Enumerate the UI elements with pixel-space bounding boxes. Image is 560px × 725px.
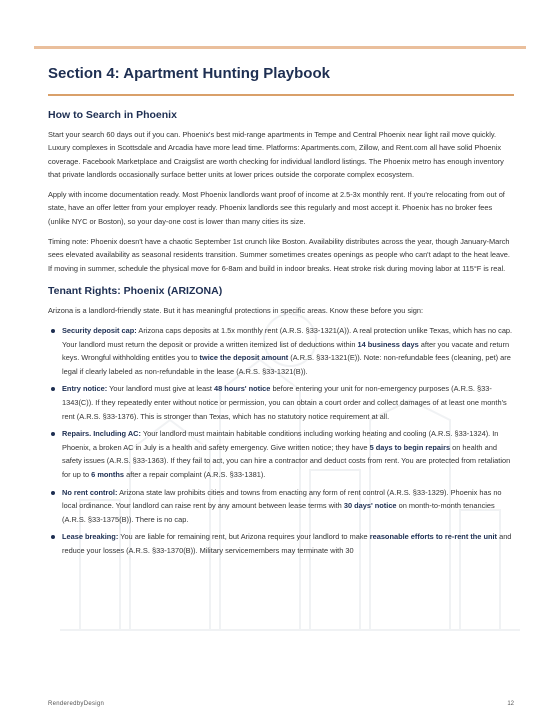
tenant-rights-heading: Tenant Rights: Phoenix (ARIZONA) <box>48 285 223 298</box>
item-label: Entry notice: <box>62 384 108 394</box>
item-text: You are liable for remaining rent, but Arizona requires your landlord to make <box>118 532 370 542</box>
item-emphasis: 6 months <box>91 469 125 479</box>
item-text: and reduce your losses (A.R.S. §33-1370(B)). Military servicemembers may terminate with 30 <box>62 532 512 555</box>
item-emphasis: 14 business days <box>357 339 419 349</box>
item-text: on month-to-month tenancies (A.R.S. §33-1375(B)). There is no cap. <box>62 501 495 524</box>
header-accent-bar <box>34 46 526 49</box>
item-emphasis: 30 days' notice <box>343 501 397 511</box>
tenant-rights-intro: Arizona is a landlord-friendly state. But it has meaningful protections in specific areas. Know these before you sign: <box>48 306 424 316</box>
list-item <box>48 324 514 378</box>
item-text: Arizona caps deposits at 1.5x monthly rent (A.R.S. §33-1321(A)). A real protection unlike Texas, which has no cap. Your landlord must return the deposit or provide a written itemized list of deductions within <box>62 326 513 349</box>
item-text: Arizona state law prohibits cities and towns from enacting any form of rent control (A.R.S. §33-1329). Phoenix has no local ordinance. Your landlord can raise rent by any amount between lease terms with <box>62 487 502 511</box>
item-text: on health and safety issues (A.R.S. §33-1363). If they fail to act, you can hire a contractor and deduct costs from rent. You are protected from retaliation for up to <box>62 442 511 479</box>
list-item <box>48 530 514 557</box>
item-emphasis: twice the deposit amount <box>199 353 289 363</box>
item-emphasis: 5 days to begin repairs <box>369 442 451 452</box>
item-emphasis: 48 hours' notice <box>214 384 271 394</box>
search-paragraph-3: Timing note: Phoenix doesn't have a chaotic September 1st crunch like Boston. Availability distributes across the year, though January-March sees elevated availability as seasonal residents transition. Summer sometimes creates openings as people who can't adapt to the heat leave. If moving in summer, schedule the physical move for 6-8am and build in indoor breaks. Heat stroke risk during moving labor at 115°F is real. <box>48 236 510 273</box>
search-heading: How to Search in Phoenix <box>48 108 177 121</box>
item-text: (A.R.S. §33-1321(E)). Note: non-refundable fees (cleaning, pet) are legal if clearly labeled as non-refundable in the lease (A.R.S. §33-1321(B)). <box>62 353 511 376</box>
item-label: Repairs. Including AC: <box>62 429 141 439</box>
item-text: Your landlord must give at least <box>107 384 214 394</box>
search-paragraph-1: Start your search 60 days out if you can. Phoenix's best mid-range apartments in Tempe and Central Phoenix near light rail move quickly. Luxury complexes in Scottsdale and Arcadia have more lead time. Platforms: Apartments.com, Zillow, and Rent.com all have solid Phoenix coverage. Facebook Marketplace and Craigslist are worth checking for individual landlord listings. The Phoenix metro has enough inventory that private landlords occasionally surface better units at lower prices outside the corporate complex ecosystem. <box>48 129 504 180</box>
item-text: after you vacate and return keys. Wrongful withholding entitles you to <box>62 339 510 363</box>
list-item <box>48 427 514 481</box>
title-divider <box>48 94 514 96</box>
list-item <box>48 486 514 527</box>
bullet-icon <box>51 535 55 539</box>
page-number: 12 <box>507 701 514 707</box>
item-text: Your landlord must maintain habitable conditions including working heating and cooling (A.R.S. §33-1324). In Phoenix, a broken AC in July is a health and safety emergency. Give written notice; they have <box>62 429 499 452</box>
item-label: No rent control: <box>62 487 118 497</box>
item-text: before entering your unit for non-emergency purposes (A.R.S. §33-1343(C)). If they repeatedly enter without notice or permission, you can obtain a court order and collect damages of at least one month's rent (A.R.S. §33-1376). This is stronger than Texas, which has no statutory notice requirement at all. <box>62 384 507 421</box>
item-label: Lease breaking: <box>62 532 119 542</box>
tenant-rights-list <box>48 324 514 558</box>
bullet-icon <box>51 387 55 391</box>
item-text: after a repair complaint (A.R.S. §33-1381). <box>124 469 266 479</box>
bullet-icon <box>51 432 55 436</box>
bullet-icon <box>51 491 55 495</box>
item-emphasis: reasonable efforts to re-rent the unit <box>369 532 498 542</box>
footer-brand: RenderedbyDesign <box>48 701 105 707</box>
item-label: Security deposit cap: <box>62 326 137 336</box>
search-paragraph-2: Apply with income documentation ready. Most Phoenix landlords want proof of income at 2.5-3x monthly rent. If you're relocating from out of state, have an offer letter from your employer ready. Phoenix landlords see this regularly and most accept it. Phoenix has no broker fees (unlike NYC or Boston), so your day-one cost is lower than many cities its size. <box>48 189 505 227</box>
list-item <box>48 382 514 423</box>
bullet-icon <box>51 329 55 333</box>
section-title: Section 4: Apartment Hunting Playbook <box>48 65 330 82</box>
page-content <box>48 62 514 562</box>
